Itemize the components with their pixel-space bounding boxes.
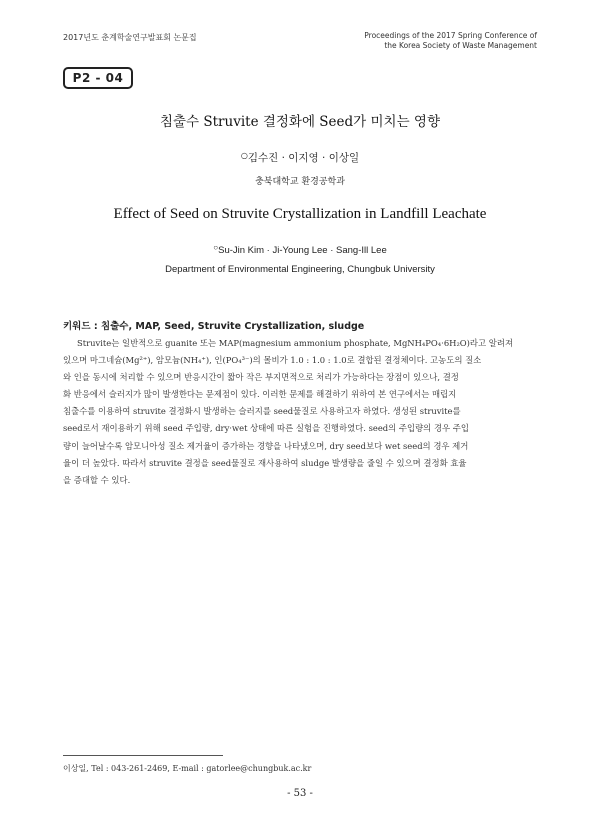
running-header-right-line1: Proceedings of the 2017 Spring Conference of xyxy=(364,31,537,40)
presenter-marker-en: ○ xyxy=(213,243,219,252)
abstract-line: 을 증대할 수 있다. xyxy=(63,474,131,485)
author-names-korean: 김수진 · 이지영 · 이상일 xyxy=(247,152,360,164)
abstract-line: 있으며 마그네슘(Mg²⁺), 암모늄(NH₄⁺), 인(PO₄³⁻)의 몰비가 1.0 : 1.0 : 1.0로 결합된 결정체이다. 고농도의 질소 xyxy=(63,355,482,366)
title-korean: 침출수 Struvite 결정화에 Seed가 미치는 영향 xyxy=(159,114,441,130)
presenter-marker: ○ xyxy=(240,151,248,160)
abstract-line: Struvite는 일반적으로 guanite 또는 MAP(magnesium ammonium phosphate, MgNH₄PO₄·6H₂O)라고 알려져 xyxy=(77,338,514,348)
authors-english xyxy=(0,243,600,256)
abstract-line: 화 반응에서 슬러지가 많이 발생한다는 문제점이 있다. 이러한 문제를 해결하기 위하여 본 연구에서는 매립지 xyxy=(63,389,457,400)
authors-korean xyxy=(0,150,600,165)
footnote-divider xyxy=(63,755,223,756)
running-header-right-line2: the Korea Society of Waste Management xyxy=(384,41,537,50)
running-header-right xyxy=(364,31,537,51)
abstract-line: seed로서 재이용하기 위해 seed 주입량, dry·wet 상태에 따른 실험을 진행하였다. seed의 주입량의 경우 주입 xyxy=(63,423,469,434)
page-number: - 53 - xyxy=(287,788,313,799)
abstract-line: 침출수를 이용하여 struvite 결정화시 발생하는 슬러지를 seed물질로 사용하고자 하였다. 생성된 struvite를 xyxy=(63,406,461,417)
keywords: 키워드 : 침출수, MAP, Seed, Struvite Crystallization, sludge xyxy=(63,321,365,332)
paper-code-badge: P2 - 04 xyxy=(63,67,133,89)
abstract-body xyxy=(63,335,537,489)
affiliation-korean: 충북대학교 환경공학과 xyxy=(255,177,345,187)
title-english: Effect of Seed on Struvite Crystallization in Landfill Leachate xyxy=(113,206,487,222)
abstract-line: 량이 늘어날수록 암모니아성 질소 제거율이 증가하는 경향을 나타냈으며, dry seed보다 wet seed의 경우 제거 xyxy=(63,440,469,451)
running-header-left: 2017년도 춘계학술연구발표회 논문집 xyxy=(63,33,197,42)
abstract-line: 와 인을 동시에 처리할 수 있으며 반응시간이 짧아 작은 부지면적으로 처리가 가능하다는 장점이 있으나, 결정 xyxy=(63,372,459,383)
corresponding-author-footnote: 이상일, Tel : 043-261-2469, E-mail : gatorlee@chungbuk.ac.kr xyxy=(63,764,312,773)
author-names-english: Su-Jin Kim · Ji-Young Lee · Sang-Ill Lee xyxy=(218,245,387,256)
affiliation-english: Department of Environmental Engineering, Chungbuk University xyxy=(165,264,435,275)
abstract-line: 율이 더 높았다. 따라서 struvite 결정을 seed물질로 재사용하여 sludge 발생량을 줄일 수 있으며 결정화 효율 xyxy=(63,457,467,468)
